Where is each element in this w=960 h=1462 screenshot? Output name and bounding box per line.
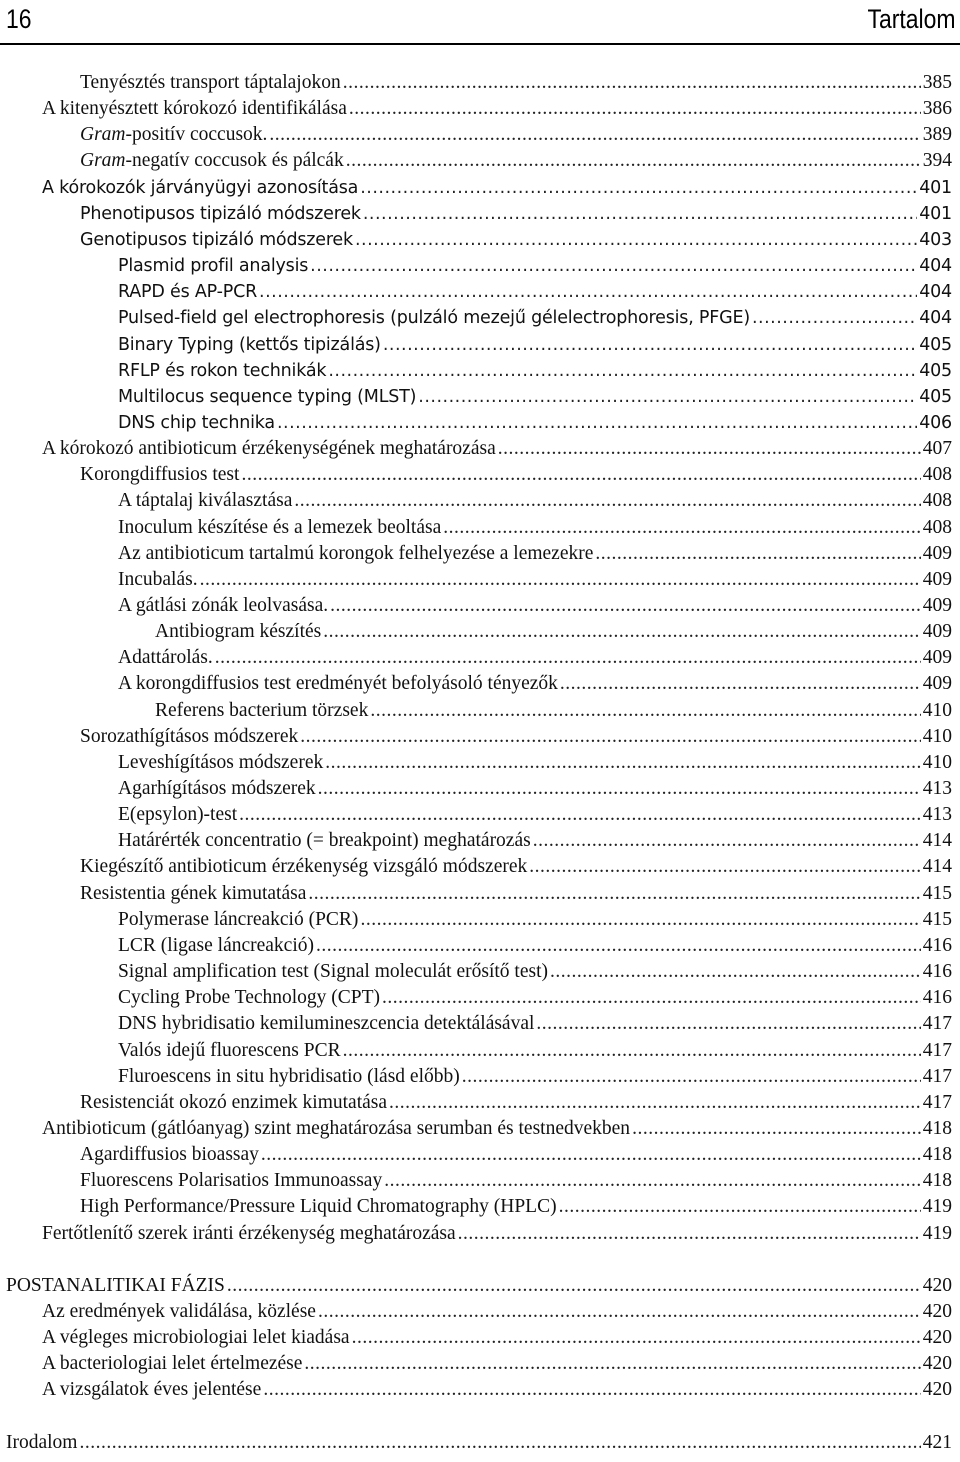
toc-entry-label: [80, 122, 267, 148]
toc-entry-label: A bacteriologiai lelet értelmezése: [42, 1353, 303, 1374]
toc-entry: [0, 828, 952, 854]
dot-leader: [559, 1194, 921, 1220]
toc-entry-page: 418: [922, 1170, 952, 1191]
toc-entry: [0, 515, 952, 541]
toc-entry-page: 417: [922, 1092, 952, 1113]
toc-entry: [0, 462, 952, 488]
toc-entry-page: 419: [922, 1196, 952, 1217]
toc-entry-label: Resistentia gének kimutatása: [80, 883, 307, 904]
toc-entry-label-rest: -positív coccusok.: [125, 124, 268, 145]
dot-leader: [752, 305, 917, 331]
dot-leader: [632, 1116, 921, 1142]
toc-entry: [0, 384, 952, 410]
toc-entry-label: Resistenciát okozó enzimek kimutatása: [80, 1092, 388, 1113]
toc-entry-page: 409: [922, 647, 952, 668]
toc-entry-label: Tenyésztés transport táptalajokon: [80, 72, 341, 93]
toc-entry-label: E(epsylon)-test: [118, 804, 238, 825]
dot-leader: [389, 1090, 921, 1116]
dot-leader: [384, 1168, 921, 1194]
toc-entry-label: Multilocus sequence typing (MLST): [118, 387, 417, 407]
toc-entry-label: A végleges microbiologiai lelet kiadása: [42, 1327, 350, 1348]
running-title: Tartalom: [867, 4, 956, 34]
toc-entry: [0, 1116, 952, 1142]
toc-entry-label: A gátlási zónák leolvasása.: [118, 595, 329, 616]
toc-entry: [0, 1168, 952, 1194]
toc-entry-page: 405: [919, 335, 952, 355]
dot-leader: [300, 724, 921, 750]
toc-entry: [0, 619, 952, 645]
toc-entry-label: [80, 148, 344, 174]
dot-leader: [360, 175, 917, 201]
toc-entry-label: Valós idejű fluorescens PCR: [118, 1040, 341, 1061]
toc-entry-page: 420: [922, 1301, 952, 1322]
toc-entry-page: 417: [922, 1066, 952, 1087]
toc-entry-page: 385: [922, 72, 952, 93]
toc-entry-page: 410: [922, 700, 952, 721]
toc-entry: [0, 645, 952, 671]
dot-leader: [241, 462, 920, 488]
toc-entry-page: 415: [922, 909, 952, 930]
dot-leader: [529, 854, 920, 880]
dot-leader: [310, 253, 917, 279]
toc-entry-label: A kórokozó antibioticum érzékenységének meghatározása: [42, 438, 496, 459]
toc-entry-label: RAPD és AP-PCR: [118, 282, 258, 302]
toc-entry-page: 418: [922, 1118, 952, 1139]
dot-leader: [383, 332, 917, 358]
toc-entry-page: 409: [922, 595, 952, 616]
page-header: [0, 0, 960, 44]
toc-entry-label-italic: Gram: [80, 124, 126, 145]
toc-entry: [0, 1430, 952, 1456]
toc-entry-page: 420: [922, 1353, 952, 1374]
dot-leader: [294, 488, 920, 514]
dot-leader: [458, 1221, 921, 1247]
toc-entry: [0, 1064, 952, 1090]
dot-leader: [550, 959, 921, 985]
toc-entry-page: 417: [922, 1013, 952, 1034]
toc-entry-page: 409: [922, 569, 952, 590]
toc-entry-label: High Performance/Pressure Liquid Chromatography (HPLC): [80, 1196, 557, 1217]
dot-leader: [323, 619, 920, 645]
toc-entry-page: 414: [922, 830, 952, 851]
toc-entry-label: A kórokozók járványügyi azonosítása: [42, 178, 359, 198]
toc-entry-page: 404: [919, 256, 952, 276]
toc-entry-label: Binary Typing (kettős tipizálás): [118, 335, 381, 355]
toc-entry: [0, 750, 952, 776]
toc-entry-page: 419: [922, 1223, 952, 1244]
toc-entry-page: 386: [922, 98, 952, 119]
toc-entry-page: 409: [922, 673, 952, 694]
toc-entry: [0, 802, 952, 828]
toc-entry-label: Fluorescens Polarisatios Immunoassay: [80, 1170, 383, 1191]
toc-entry-page: 418: [922, 1144, 952, 1165]
toc-entry-page: 405: [919, 361, 952, 381]
toc-entry-label: Incubalás.: [118, 569, 198, 590]
toc-entry-page: 389: [922, 124, 952, 145]
toc-entry-label: Pulsed-field gel electrophoresis (pulzáló mezejű gélelectrophoresis, PFGE): [118, 308, 750, 328]
toc-entry-label-italic: Gram: [80, 150, 126, 171]
dot-leader: [330, 593, 921, 619]
toc-entry-label: Irodalom: [6, 1432, 78, 1453]
toc-entry-page: 408: [922, 464, 952, 485]
toc-entry-page: 404: [919, 282, 952, 302]
toc-entry-label: Fertőtlenítő szerek iránti érzékenység meghatározása: [42, 1223, 456, 1244]
toc-entry: [0, 1194, 952, 1220]
toc-entry: [0, 854, 952, 880]
dot-leader: [269, 122, 920, 148]
dot-leader: [418, 384, 917, 410]
toc-entry-page: 410: [922, 726, 952, 747]
toc-entry-label: Kiegészítő antibioticum érzékenység vizsgáló módszerek: [80, 856, 528, 877]
dot-leader: [560, 671, 921, 697]
toc-entry-page: 405: [919, 387, 952, 407]
dot-leader: [343, 70, 921, 96]
toc-entry-label: Adattárolás.: [118, 647, 213, 668]
toc-entry-page: 416: [922, 961, 952, 982]
dot-leader: [263, 1377, 920, 1403]
toc-entry-label: Signal amplification test (Signal moleculát erősítő test): [118, 961, 548, 982]
toc-entry-label: A táptalaj kiválasztása: [118, 490, 293, 511]
toc-entry-label: Antibiogram készítés: [155, 621, 322, 642]
toc-entry: [0, 305, 952, 331]
toc-entry: [0, 279, 952, 305]
toc-entry-page: 407: [922, 438, 952, 459]
dot-leader: [227, 1273, 921, 1299]
toc-entry: [0, 907, 952, 933]
toc-entry: [0, 671, 952, 697]
toc-entry-label: A vizsgálatok éves jelentése: [42, 1379, 262, 1400]
toc-entry-page: 404: [919, 308, 952, 328]
dot-leader: [346, 148, 921, 174]
header-rule: [0, 43, 960, 45]
toc-entry-page: 408: [922, 490, 952, 511]
toc-entry-page: 394: [922, 150, 952, 171]
toc-entry: [0, 1273, 952, 1299]
dot-leader: [277, 410, 917, 436]
toc-entry: [0, 358, 952, 384]
toc-entry-label: POSTANALITIKAI FÁZIS: [6, 1275, 225, 1296]
dot-leader: [79, 1430, 920, 1456]
dot-leader: [536, 1011, 920, 1037]
toc-entry-label: Inoculum készítése és a lemezek beoltása: [118, 517, 442, 538]
toc-entry: [0, 1221, 952, 1247]
dot-leader: [462, 1064, 921, 1090]
toc-entry: [0, 122, 952, 148]
dot-leader: [328, 358, 917, 384]
toc-entry: [0, 1377, 952, 1403]
dot-leader: [360, 907, 920, 933]
toc-entry-page: 416: [922, 935, 952, 956]
toc-entry-page: 421: [922, 1432, 952, 1453]
toc-entry-label: Phenotipusos tipizáló módszerek: [80, 204, 361, 224]
toc-entry-label: Agarhígításos módszerek: [118, 778, 316, 799]
toc-entry: [0, 1299, 952, 1325]
toc-entry-page: 413: [922, 778, 952, 799]
dot-leader: [363, 201, 917, 227]
toc-entry: [0, 410, 952, 436]
toc-entry: [0, 933, 952, 959]
toc-entry: [0, 227, 952, 253]
dot-leader: [533, 828, 921, 854]
toc-entry: [0, 1142, 952, 1168]
dot-leader: [304, 1351, 920, 1377]
toc-entry: [0, 332, 952, 358]
toc-entry-label: Az eredmények validálása, közlése: [42, 1301, 316, 1322]
toc-entry-page: 408: [922, 517, 952, 538]
toc-entry-label: A kitenyésztett kórokozó identifikálása: [42, 98, 347, 119]
dot-leader: [318, 1299, 921, 1325]
toc-entry-page: 406: [919, 413, 952, 433]
toc-entry: [0, 1038, 952, 1064]
toc-entry-label: Korongdiffusios test: [80, 464, 240, 485]
dot-leader: [261, 1142, 921, 1168]
toc-entry-page: 420: [922, 1275, 952, 1296]
toc-entry: [0, 1325, 952, 1351]
toc-entry: [0, 724, 952, 750]
toc-entry: [0, 593, 952, 619]
toc-entry: [0, 1351, 952, 1377]
dot-leader: [349, 96, 921, 122]
toc-entry-page: 415: [922, 883, 952, 904]
toc-entry: [0, 488, 952, 514]
toc-entry: [0, 881, 952, 907]
toc-entry: [0, 436, 952, 462]
dot-leader: [259, 279, 917, 305]
toc-entry: [0, 776, 952, 802]
toc-entry-page: 420: [922, 1379, 952, 1400]
toc-entry-label: LCR (ligase láncreakció): [118, 935, 314, 956]
toc-entry-page: 409: [922, 621, 952, 642]
toc-entry: [0, 96, 952, 122]
toc-entry-label: DNS hybridisatio kemilumineszcencia detektálásával: [118, 1013, 535, 1034]
toc-entry: [0, 698, 952, 724]
toc-entry-label: Sorozathígításos módszerek: [80, 726, 299, 747]
toc-entry: [0, 253, 952, 279]
toc-entry: [0, 959, 952, 985]
toc-entry-label: Fluroescens in situ hybridisatio (lásd előbb): [118, 1066, 460, 1087]
toc-entry-label: Antibioticum (gátlóanyag) szint meghatározása serumban és testnedvekben: [42, 1118, 631, 1139]
dot-leader: [325, 750, 921, 776]
dot-leader: [382, 985, 921, 1011]
toc-entry-page: 413: [922, 804, 952, 825]
dot-leader: [200, 567, 921, 593]
toc-entry-label: A korongdiffusios test eredményét befolyásoló tényezők: [118, 673, 558, 694]
toc-entry-page: 401: [919, 178, 952, 198]
toc-entry: [0, 175, 952, 201]
dot-leader: [308, 881, 920, 907]
toc-entry-label: Határérték concentratio (= breakpoint) meghatározás: [118, 830, 531, 851]
toc-entry: [0, 1090, 952, 1116]
toc-entry-page: 409: [922, 543, 952, 564]
page-number: 16: [6, 4, 32, 34]
dot-leader: [498, 436, 921, 462]
dot-leader: [352, 1325, 921, 1351]
dot-leader: [355, 227, 917, 253]
toc-entry-label: DNS chip technika: [118, 413, 275, 433]
toc-entry-label: Agardiffusios bioassay: [80, 1144, 259, 1165]
toc-entry-label: Cycling Probe Technology (CPT): [118, 987, 381, 1008]
dot-leader: [370, 698, 920, 724]
toc-entry-label: Referens bacterium törzsek: [155, 700, 369, 721]
toc-entry-label: Genotipusos tipizáló módszerek: [80, 230, 353, 250]
toc-entry-label-rest: -negatív coccusok és pálcák: [125, 150, 344, 171]
toc-entry-page: 401: [919, 204, 952, 224]
toc-entry-label: RFLP és rokon technikák: [118, 361, 327, 381]
toc-entry: [0, 541, 952, 567]
toc-entry-page: 403: [919, 230, 952, 250]
toc-entry-label: Plasmid profil analysis: [118, 256, 309, 276]
toc-entry-page: 414: [922, 856, 952, 877]
toc-entry-page: 416: [922, 987, 952, 1008]
dot-leader: [595, 541, 920, 567]
toc-entry-label: Polymerase láncreakció (PCR): [118, 909, 359, 930]
dot-leader: [443, 515, 921, 541]
toc-entry: [0, 1011, 952, 1037]
toc-entry: [0, 201, 952, 227]
toc-entry-label: Az antibioticum tartalmú korongok felhelyezése a lemezekre: [118, 543, 594, 564]
toc-entry: [0, 148, 952, 174]
toc-entry-page: 410: [922, 752, 952, 773]
toc-entry-page: 420: [922, 1327, 952, 1348]
dot-leader: [215, 645, 921, 671]
toc-entry-label: Leveshígításos módszerek: [118, 752, 324, 773]
toc-entry: [0, 70, 952, 96]
dot-leader: [239, 802, 921, 828]
dot-leader: [316, 933, 921, 959]
dot-leader: [318, 776, 921, 802]
dot-leader: [343, 1038, 921, 1064]
toc-entry-page: 417: [922, 1040, 952, 1061]
toc-entry: [0, 567, 952, 593]
toc-entry: [0, 985, 952, 1011]
